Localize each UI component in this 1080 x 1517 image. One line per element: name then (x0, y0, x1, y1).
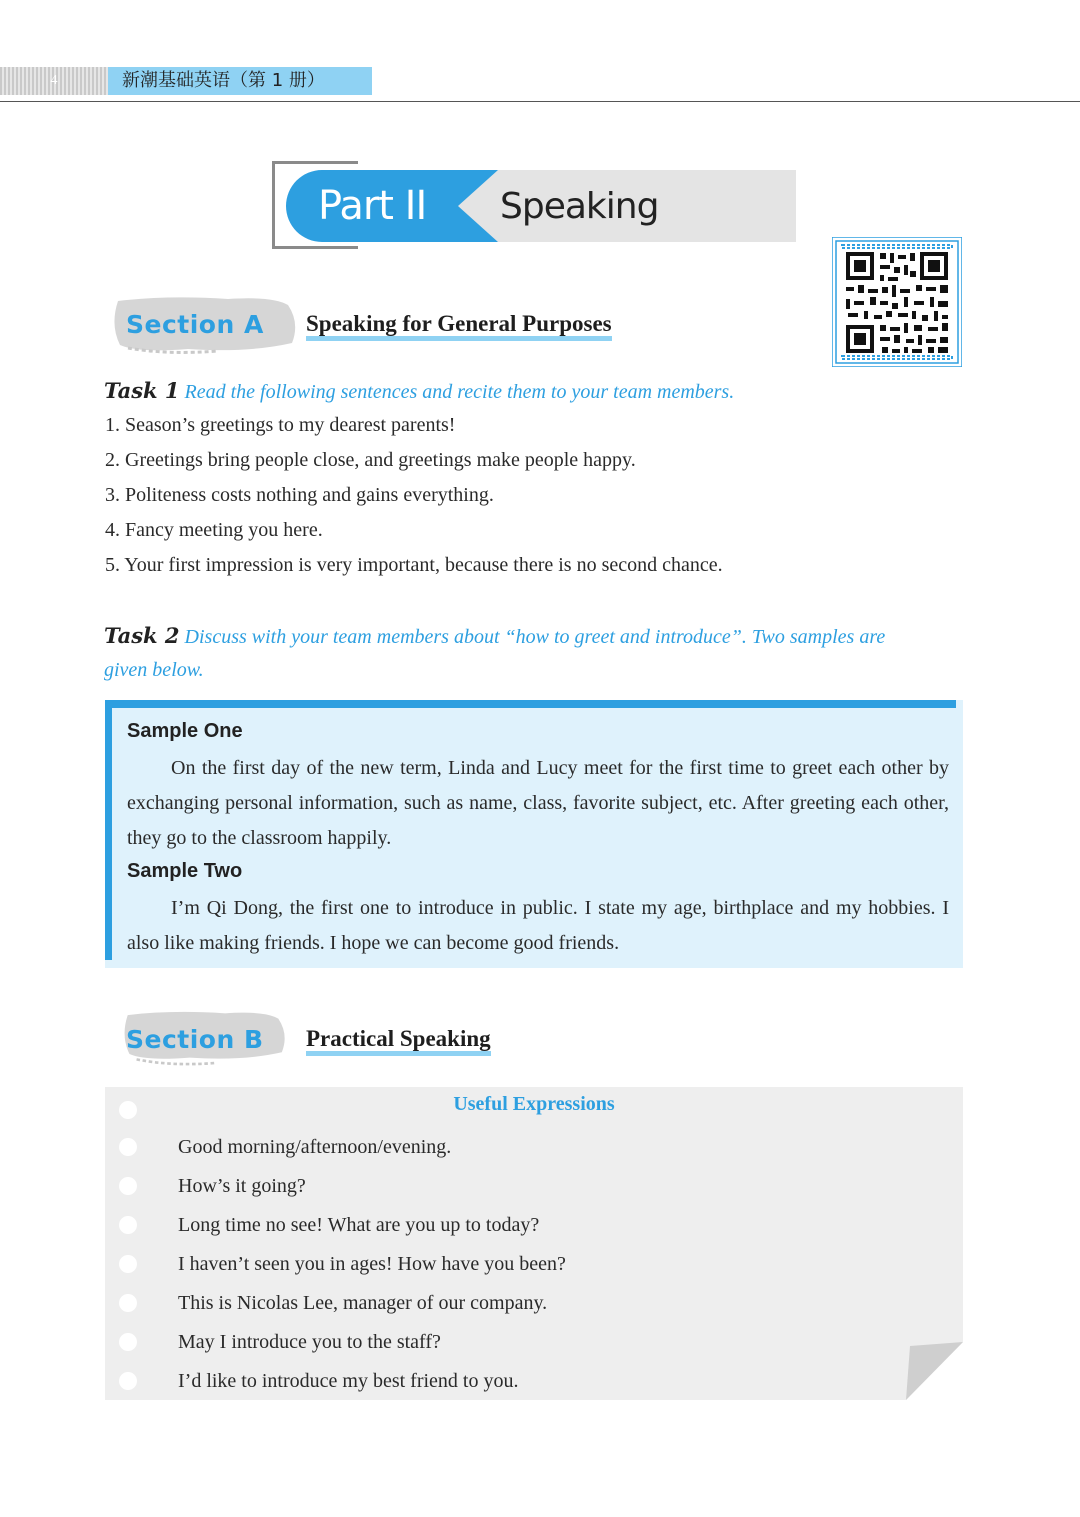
section-a-label: Section A (126, 310, 264, 339)
task-2-instruction: Discuss with your team members about “how to greet and introduce”. Two samples are (184, 626, 886, 648)
bullet-dot (119, 1294, 137, 1312)
book-title: 新潮基础英语（第 1 册） (108, 67, 372, 95)
sample-two-text (127, 891, 949, 961)
section-b-title: Practical Speaking (306, 1027, 491, 1056)
sample-two-heading: Sample Two (127, 860, 243, 882)
task-2-instruction-line (104, 618, 974, 655)
expression-item: Long time no see! What are you up to today? (178, 1214, 540, 1236)
task-1-tag: Task 1 (104, 378, 180, 403)
bullet-dot (119, 1138, 137, 1156)
task-1-item: 4. Fancy meeting you here. (105, 519, 323, 541)
sample-two-body: I’m Qi Dong, the first one to introduce in public. I state my age, birthplace and my hobbies. I also like making friends. I hope we can become good friends. (127, 897, 949, 954)
qr-code-icon (832, 237, 962, 367)
sample-box-top-border (105, 700, 956, 708)
expression-item: I haven’t seen you in ages! How have you been? (178, 1253, 566, 1275)
part-label: Part II (318, 183, 427, 229)
page-curl-icon (906, 1342, 963, 1400)
task-1-item: 2. Greetings bring people close, and greetings make people happy. (105, 449, 636, 471)
task-1-item: 1. Season’s greetings to my dearest parents! (105, 414, 456, 436)
bullet-dot (119, 1333, 137, 1351)
task-2-instruction-line-2 (104, 653, 974, 688)
task-1-instruction-line (104, 373, 974, 410)
expression-item: May I introduce you to the staff? (178, 1331, 441, 1353)
expression-item: I’d like to introduce my best friend to you. (178, 1370, 519, 1392)
header-rule (0, 101, 1080, 102)
expression-item: How’s it going? (178, 1175, 306, 1197)
expression-item: This is Nicolas Lee, manager of our company. (178, 1292, 548, 1314)
task-1-instruction: Read the following sentences and recite them to your team members. (184, 381, 735, 403)
part-name: Speaking (500, 186, 659, 227)
sample-one-text (127, 751, 949, 856)
bullet-dot (119, 1101, 137, 1119)
expression-item: Good morning/afternoon/evening. (178, 1136, 452, 1158)
task-2-instruction-continued: given below. (104, 659, 204, 681)
task-2-tag: Task 2 (104, 623, 180, 648)
section-b-label: Section B (126, 1025, 264, 1054)
bullet-dot (119, 1255, 137, 1273)
section-a-title: Speaking for General Purposes (306, 312, 612, 341)
useful-expressions-title: Useful Expressions (453, 1093, 615, 1115)
task-1-item: 5. Your first impression is very important, because there is no second chance. (105, 554, 723, 576)
page-number: 4 (50, 73, 58, 88)
bullet-dot (119, 1216, 137, 1234)
sample-box-left-border (105, 700, 112, 960)
bullet-dot (119, 1372, 137, 1390)
sample-one-body: On the first day of the new term, Linda and Lucy meet for the first time to greet each other by exchanging personal information, such as name, class, favorite subject, etc. After greeting each other, they go to the classroom happily. (127, 757, 949, 849)
task-1-item: 3. Politeness costs nothing and gains everything. (105, 484, 494, 506)
sample-one-heading: Sample One (127, 720, 243, 742)
bullet-dot (119, 1177, 137, 1195)
